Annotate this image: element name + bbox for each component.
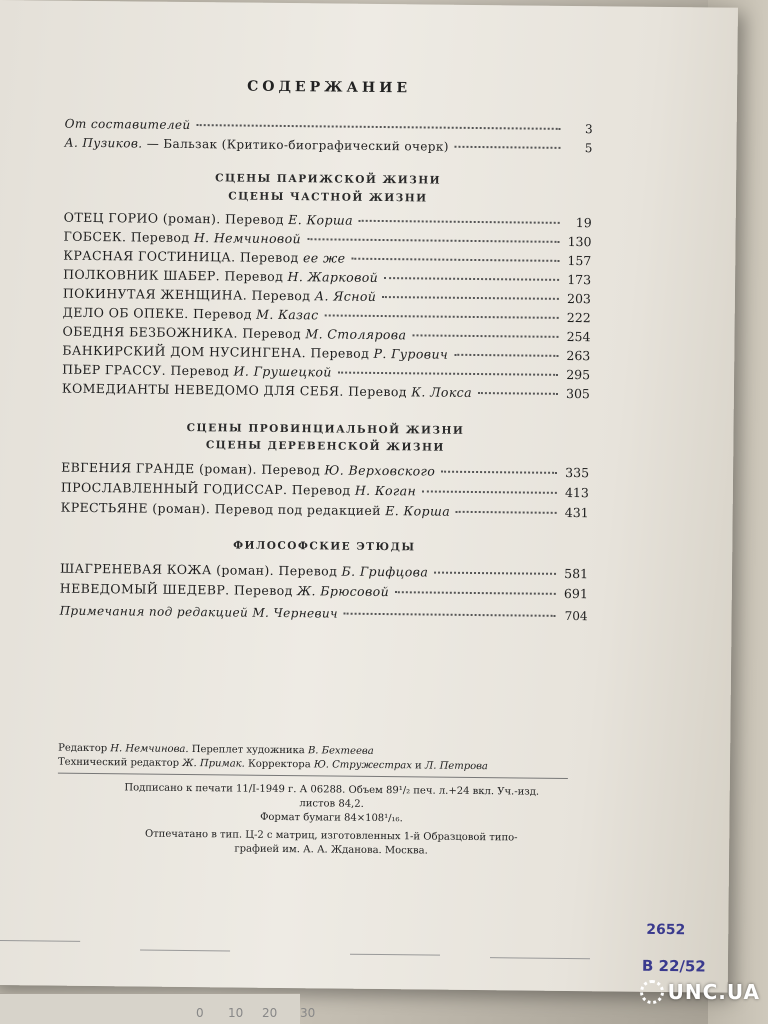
ruler-label: 20 (262, 1006, 278, 1020)
dot-leader (338, 371, 558, 376)
section-heading: СЦЕНЫ ПРОВИНЦИАЛЬНОЙ ЖИЗНИ (186, 421, 465, 437)
imprint-print-info (111, 781, 552, 860)
toc-entry-title: ПОКИНУТАЯ ЖЕНЩИНА. Перевод А. Ясной (62, 285, 377, 304)
page-title: СОДЕРЖАНИЕ (247, 78, 412, 97)
toc-entry-title: ПРОСЛАВЛЕННЫЙ ГОДИССАР. Перевод Н. Коган (60, 479, 417, 499)
dot-leader (359, 219, 560, 224)
section-heading: ФИЛОСОФСКИЕ ЭТЮДЫ (233, 539, 416, 554)
dot-leader (412, 333, 558, 338)
toc-page-number: 157 (567, 252, 592, 269)
toc-entry-title: ШАГРЕНЕВАЯ КОЖА (роман). Перевод Б. Грифцова (59, 560, 429, 580)
dot-leader (382, 295, 559, 300)
toc-entry-title: ГОБСЕК. Перевод Н. Немчиновой (63, 228, 302, 247)
divider (140, 950, 230, 952)
dot-leader (422, 489, 557, 493)
toc-page-number: 305 (565, 385, 590, 402)
imprint-editor-line: Редактор Н. Немчинова. Переплет художника В. Бехтеева (58, 742, 374, 757)
dot-leader (307, 237, 560, 243)
dot-leader (384, 276, 559, 281)
toc-page-number: 691 (563, 585, 588, 602)
dot-leader (454, 353, 558, 357)
toc-page-number: 5 (584, 141, 593, 156)
toc-page-number: 130 (567, 233, 592, 250)
toc-page-number: 254 (566, 328, 591, 345)
dot-leader (197, 123, 561, 130)
toc-entry-title: БАНКИРСКИЙ ДОМ НУСИНГЕНА. Перевод Р. Гурович (62, 342, 449, 362)
watermark-text: UNC.UA (667, 980, 760, 1004)
section-heading: СЦЕНЫ ПАРИЖСКОЙ ЖИЗНИ (215, 172, 442, 187)
toc-page-number: 203 (566, 290, 591, 307)
dot-leader (456, 510, 557, 514)
toc-page-number: 295 (566, 366, 591, 383)
toc-page-number: 3 (584, 122, 593, 137)
toc-entry-title: ДЕЛО ОБ ОПЕКЕ. Перевод М. Казас (62, 304, 319, 323)
ruler-label: 0 (196, 1006, 204, 1020)
toc-page-number: 413 (564, 484, 589, 501)
section-subheading: СЦЕНЫ ДЕРЕВЕНСКОЙ ЖИЗНИ (205, 439, 445, 454)
dot-leader (344, 612, 556, 617)
section-subheading: СЦЕНЫ ЧАСТНОЙ ЖИЗНИ (228, 190, 428, 205)
dot-leader (441, 470, 557, 474)
library-stamp-code: В 22/52 (641, 956, 706, 976)
toc-entry-title: ЕВГЕНИЯ ГРАНДЕ (роман). Перевод Ю. Верховского (61, 459, 436, 479)
ruler-label: 30 (300, 1006, 316, 1020)
toc-page-number: 173 (567, 271, 592, 288)
toc-row (61, 500, 589, 524)
print-info-line: Формат бумаги 84×108¹/₁₆. (260, 811, 403, 825)
toc-page-number: 581 (564, 565, 589, 582)
ruler-label: 10 (228, 1006, 244, 1020)
divider (0, 940, 80, 942)
toc-entry-title: Примечания под редакцией М. Черневич (59, 603, 338, 621)
sun-logo-icon (640, 980, 664, 1004)
toc-entry-title: НЕВЕДОМЫЙ ШЕДЕВР. Перевод Ж. Брюсовой (59, 580, 390, 600)
ruler (0, 993, 316, 1024)
dot-leader (325, 313, 559, 318)
toc-entry-title: ПЬЕР ГРАССУ. Перевод И. Грушецкой (62, 361, 332, 380)
toc-row-notes (59, 604, 587, 628)
divider (350, 954, 440, 956)
toc-row (60, 581, 588, 605)
dot-leader (395, 590, 556, 595)
divider (490, 957, 590, 959)
print-info-line: графией им. А. А. Жданова. Москва. (234, 843, 428, 857)
library-stamp-number: 2652 (646, 921, 686, 939)
toc-entry-title: КРЕСТЬЯНЕ (роман). Перевод под редакцией Е. Корша (60, 499, 451, 519)
toc-page-number: 19 (575, 215, 592, 231)
dot-leader (455, 145, 561, 149)
toc-entry-title: От составителей (64, 116, 191, 133)
imprint-tech-line: Технический редактор Ж. Примак. Корректора Ю. Стружестрах и Л. Петрова (57, 756, 488, 773)
toc-entry-title: ОБЕДНЯ БЕЗБОЖНИКА. Перевод М. Столярова (62, 323, 407, 343)
dot-leader (351, 257, 559, 262)
toc-page-number: 704 (564, 608, 588, 624)
toc-entry-title: ПОЛКОВНИК ШАБЕР. Перевод Н. Жарковой (63, 266, 379, 285)
toc-entry-title: А. Пузиков. — Бальзак (Критико-биографический очерк) (64, 135, 449, 154)
toc-entry-title: ОТЕЦ ГОРИО (роман). Перевод Е. Корша (63, 209, 354, 228)
watermark (640, 980, 760, 1004)
print-info-line: Отпечатано в тип. Ц-2 с матриц, изготовленных 1-й Образцовой типо- (144, 828, 518, 844)
print-info-line: Подписано к печати 11/I-1949 г. А 06288. Объем 89¹/₂ печ. л.+24 вкл. Уч.-изд. листов 84,2. (124, 782, 540, 810)
toc-page-number: 335 (565, 464, 590, 481)
toc-entry-title: КОМЕДИАНТЫ НЕВЕДОМО ДЛЯ СЕБЯ. Перевод К. Локса (61, 380, 473, 400)
dot-leader (478, 391, 558, 395)
toc-page-number: 222 (566, 309, 591, 326)
toc-page-number: 431 (564, 504, 589, 521)
toc-page-number: 263 (566, 347, 591, 364)
dot-leader (434, 571, 556, 575)
divider (58, 773, 568, 779)
toc-entry-title: КРАСНАЯ ГОСТИНИЦА. Перевод ее же (63, 247, 346, 266)
